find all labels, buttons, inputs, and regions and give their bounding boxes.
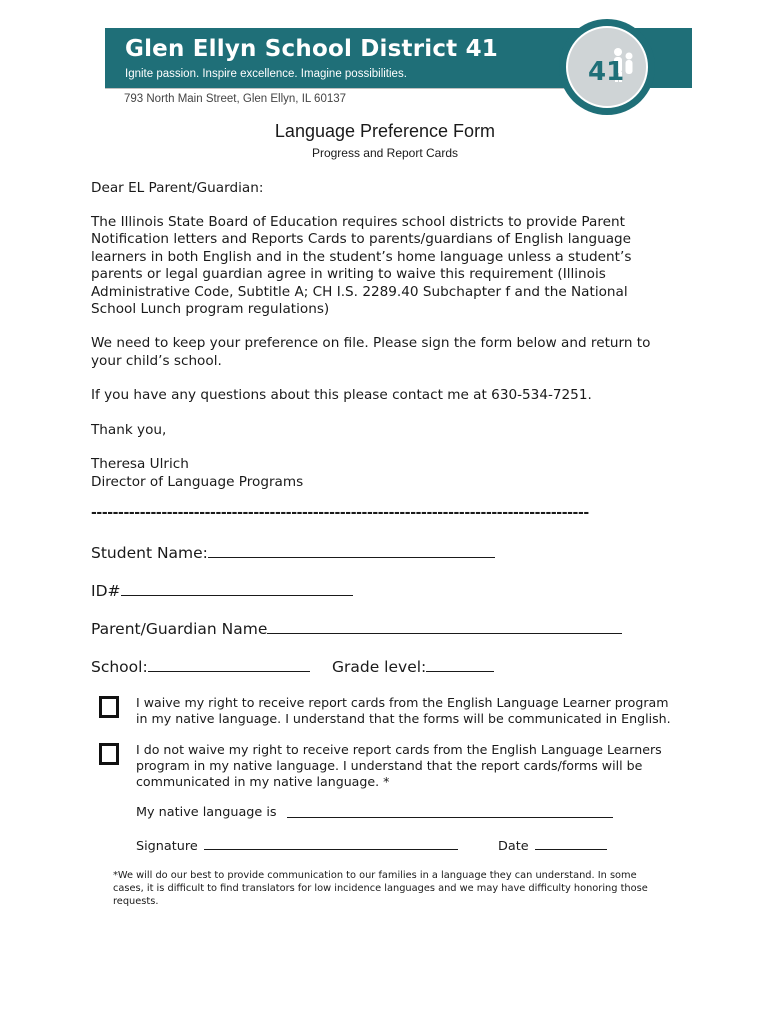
- do-not-waive-checkbox[interactable]: [99, 743, 119, 765]
- signature-field[interactable]: [136, 837, 458, 854]
- native-language-field[interactable]: [136, 805, 277, 820]
- signer-name: Theresa Ulrich: [91, 456, 189, 472]
- district-logo: [558, 18, 656, 116]
- do-not-waive-option-line: program in my native language. I understand that the report cards/forms will be: [136, 758, 643, 773]
- address-divider: [105, 88, 575, 89]
- native-language-label: My native language is: [136, 805, 277, 820]
- native-language-input[interactable]: [287, 805, 613, 822]
- date-line[interactable]: [535, 837, 607, 850]
- paragraph-line: your child’s school.: [91, 353, 222, 369]
- grade-label: Grade level:: [332, 658, 427, 676]
- id-line[interactable]: [121, 581, 353, 596]
- paragraph-line: learners in both English and in the student’s home language unless a student’s: [91, 249, 632, 265]
- paragraph-line: Notification letters and Reports Cards to parents/guardians of English language: [91, 231, 632, 247]
- school-field[interactable]: [91, 657, 310, 676]
- school-label: School:: [91, 658, 148, 676]
- date-field[interactable]: [498, 837, 607, 854]
- paragraph-line: Administrative Code, Subtitle A; CH I.S. 2289.40 Subchapter f and the National: [91, 284, 628, 300]
- student-name-field[interactable]: [91, 543, 495, 562]
- signature-label: Signature: [136, 839, 198, 854]
- cut-line: --------------------------------------------------------------------------------------------: [91, 505, 589, 521]
- id-label: ID#: [91, 582, 121, 600]
- district-address: 793 North Main Street, Glen Ellyn, IL 60137: [124, 93, 347, 105]
- form-title: Language Preference Form: [274, 121, 496, 141]
- student-name-label: Student Name:: [91, 544, 208, 562]
- grade-line[interactable]: [426, 657, 494, 672]
- parent-name-line[interactable]: [267, 619, 622, 634]
- footnote-line: cases, it is difficult to find translators for low incidence languages and we may have difficulty honoring those: [113, 883, 648, 894]
- date-label: Date: [498, 839, 529, 854]
- logo-number: 41: [588, 57, 625, 87]
- district-tagline: Ignite passion. Inspire excellence. Imagine possibilities.: [125, 68, 407, 80]
- district-name: Glen Ellyn School District 41: [125, 36, 498, 62]
- grade-field[interactable]: [332, 657, 494, 676]
- do-not-waive-option-line: I do not waive my right to receive report cards from the English Language Learners: [136, 742, 662, 757]
- native-language-line[interactable]: [287, 805, 613, 818]
- school-line[interactable]: [148, 657, 310, 672]
- parent-name-field[interactable]: [91, 619, 622, 638]
- signature-line[interactable]: [204, 837, 458, 850]
- footnote-line: requests.: [113, 896, 159, 907]
- parent-name-label: Parent/Guardian Name: [91, 620, 268, 638]
- contact-paragraph: If you have any questions about this please contact me at 630-534-7251.: [91, 387, 592, 403]
- waive-option-line: in my native language. I understand that the forms will be communicated in English.: [136, 711, 671, 726]
- waive-checkbox[interactable]: [99, 696, 119, 718]
- id-field[interactable]: [91, 581, 353, 600]
- signer-title: Director of Language Programs: [91, 474, 304, 490]
- paragraph-line: School Lunch program regulations): [91, 301, 330, 317]
- paragraph-line: The Illinois State Board of Education requires school districts to provide Parent: [91, 214, 625, 230]
- footnote-line: *We will do our best to provide communication to our families in a language they can understand. In some: [113, 870, 637, 881]
- closing: Thank you,: [91, 422, 167, 438]
- paragraph-line: parents or legal guardian agree in writing to waive this requirement (Illinois: [91, 266, 606, 282]
- paragraph-line: We need to keep your preference on file. Please sign the form below and return to: [91, 335, 651, 351]
- waive-option-line: I waive my right to receive report cards from the English Language Learner program: [136, 695, 669, 710]
- student-name-line[interactable]: [208, 543, 495, 558]
- do-not-waive-option-line: communicated in my native language. *: [136, 774, 390, 789]
- footnote: [113, 869, 648, 908]
- salutation: Dear EL Parent/Guardian:: [91, 180, 264, 196]
- form-subtitle: Progress and Report Cards: [311, 146, 459, 160]
